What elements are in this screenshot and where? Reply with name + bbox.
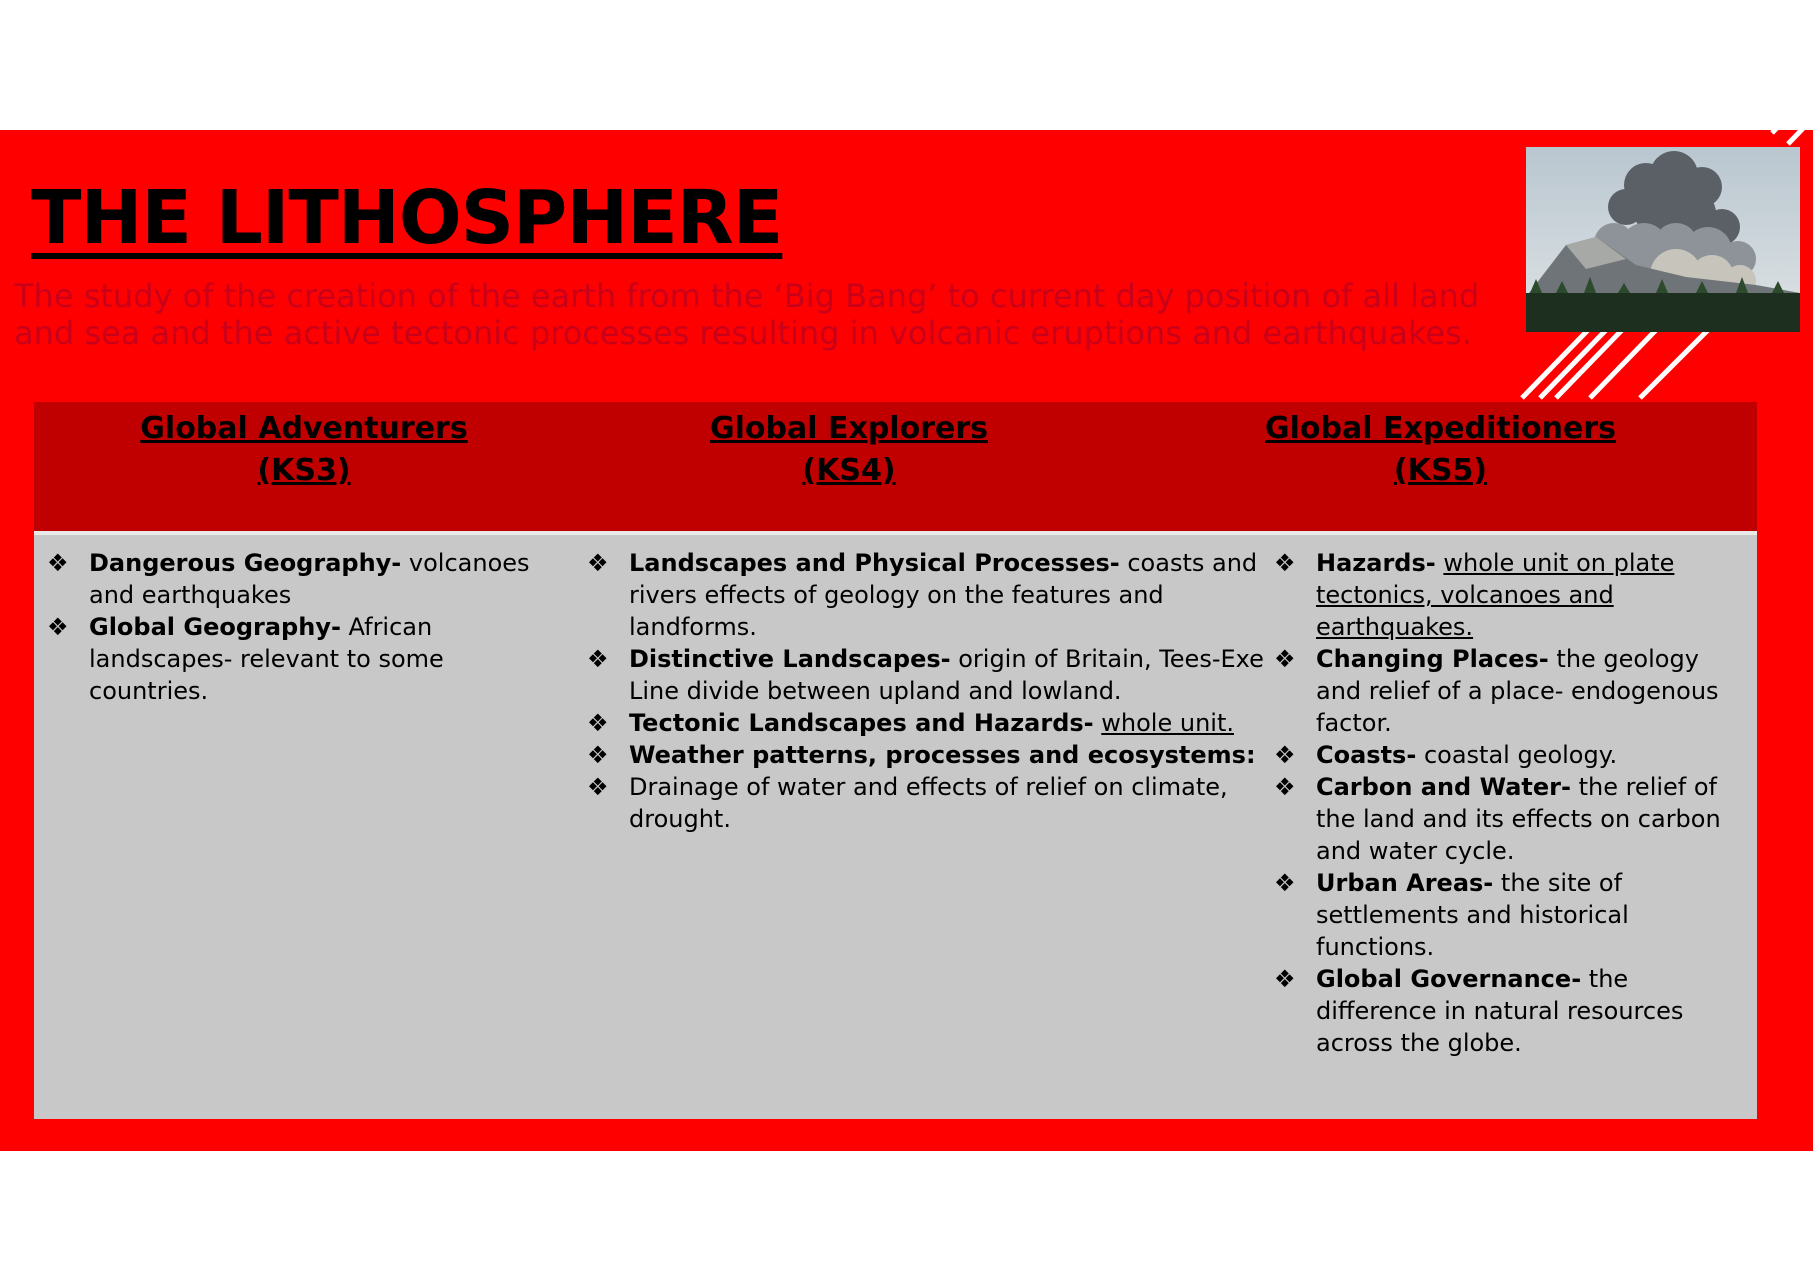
ks5-topic-list bbox=[1274, 547, 1749, 1059]
column-heading-ks5: Global Expeditioners (KS5) bbox=[1265, 411, 1616, 488]
bullet-icon: ❖ bbox=[587, 709, 609, 737]
list-item: ❖ Global Geography- African landscapes- relevant to some countries. bbox=[47, 613, 444, 705]
list-item: ❖ Tectonic Landscapes and Hazards- whole unit. bbox=[587, 709, 1234, 737]
list-item: ❖ Dangerous Geography- volcanoes and earthquakes bbox=[47, 549, 530, 609]
bullet-icon: ❖ bbox=[587, 741, 609, 769]
bullet-icon: ❖ bbox=[1274, 741, 1296, 769]
list-item: ❖ Drainage of water and effects of relief on climate, drought. bbox=[587, 773, 1228, 833]
bullet-icon: ❖ bbox=[587, 773, 609, 801]
column-heading-ks3: Global Adventurers (KS3) bbox=[140, 411, 468, 488]
list-item: ❖ Landscapes and Physical Processes- coasts and rivers effects of geology on the features and landforms. bbox=[587, 549, 1258, 641]
bullet-icon: ❖ bbox=[47, 549, 69, 577]
volcano-eruption-image bbox=[1526, 147, 1800, 332]
ks3-topic-list bbox=[47, 547, 567, 707]
slide bbox=[0, 130, 1813, 1151]
page-title: THE LITHOSPHERE bbox=[31, 175, 783, 261]
list-item: ❖ Changing Places- the geology and relief of a place- endogenous factor. bbox=[1274, 645, 1719, 737]
list-item: ❖ Global Governance- the difference in natural resources across the globe. bbox=[1274, 965, 1684, 1057]
list-item: ❖ Coasts- coastal geology. bbox=[1274, 741, 1618, 769]
list-item: ❖ Hazards- whole unit on plate tectonics, volcanoes and earthquakes. bbox=[1274, 549, 1675, 641]
list-item: ❖ Urban Areas- the site of settlements and historical functions. bbox=[1274, 869, 1629, 961]
bullet-icon: ❖ bbox=[1274, 549, 1296, 577]
bullet-icon: ❖ bbox=[1274, 965, 1296, 993]
list-item: ❖ Weather patterns, processes and ecosystems: bbox=[587, 741, 1256, 769]
ks4-topic-list bbox=[587, 547, 1277, 835]
table-header bbox=[34, 402, 1757, 535]
column-heading-ks4: Global Explorers (KS4) bbox=[710, 411, 988, 488]
bullet-icon: ❖ bbox=[587, 645, 609, 673]
volcano-eruption-illustration bbox=[1526, 147, 1800, 332]
page-subtitle: The study of the creation of the earth from the ‘Big Bang’ to current day position of all land and sea and the active tectonic processes resulting in volcanic eruptions and earthquakes. bbox=[14, 277, 1480, 352]
list-item: ❖ Distinctive Landscapes- origin of Britain, Tees-Exe Line divide between upland and lowland. bbox=[587, 645, 1264, 705]
bullet-icon: ❖ bbox=[587, 549, 609, 577]
bullet-icon: ❖ bbox=[1274, 645, 1296, 673]
curriculum-table bbox=[34, 402, 1757, 1119]
bullet-icon: ❖ bbox=[47, 613, 69, 641]
list-item: ❖ Carbon and Water- the relief of the land and its effects on carbon and water cycle. bbox=[1274, 773, 1721, 865]
bullet-icon: ❖ bbox=[1274, 773, 1296, 801]
bullet-icon: ❖ bbox=[1274, 869, 1296, 897]
